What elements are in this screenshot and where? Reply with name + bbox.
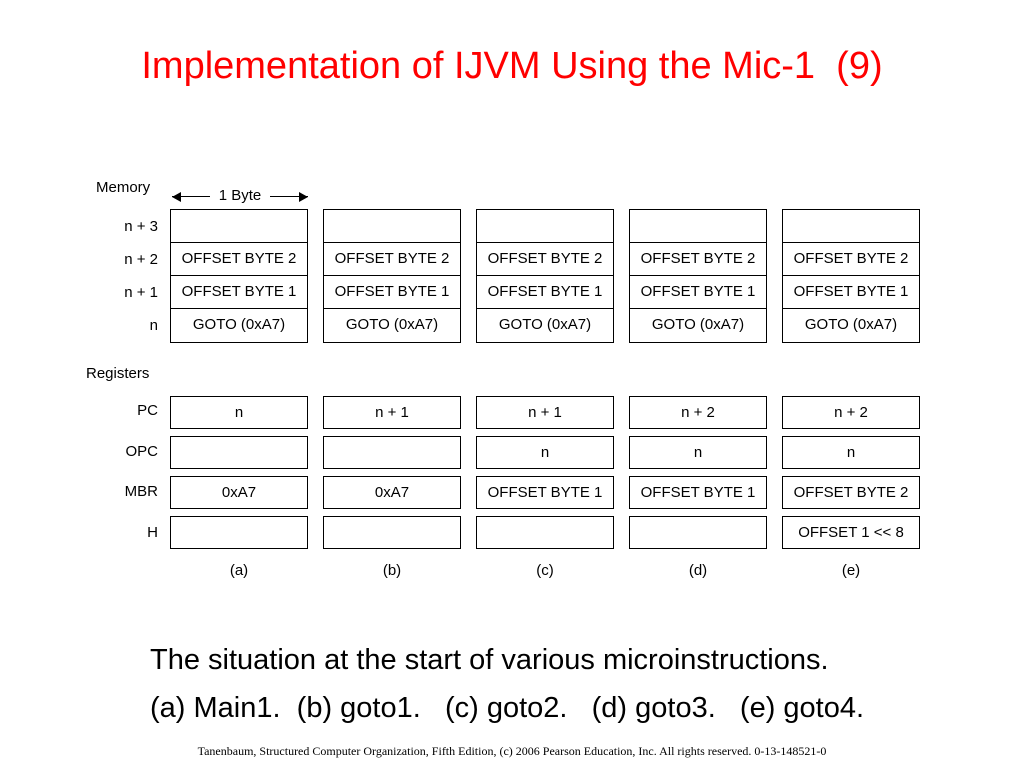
caption-line-2: (a) Main1. (b) goto1. (c) goto2. (d) goto3. (e) goto4.: [150, 692, 865, 724]
byte-label: 1 Byte: [218, 187, 262, 204]
register-cell: OFFSET 1 << 8: [782, 516, 920, 549]
memory-row-label: n: [149, 317, 158, 334]
memory-cell: [171, 210, 307, 243]
memory-stack-e: [782, 209, 920, 343]
memory-cell: OFFSET BYTE 2: [324, 243, 460, 276]
arrow-right-icon: [299, 192, 308, 202]
memory-cell: [324, 210, 460, 243]
register-cell: 0xA7: [170, 476, 308, 509]
memory-stack-b: [323, 209, 461, 343]
memory-cell: [630, 210, 766, 243]
register-cell: n + 1: [323, 396, 461, 429]
memory-cell: OFFSET BYTE 2: [477, 243, 613, 276]
copyright-footer: Tanenbaum, Structured Computer Organization, Fifth Edition, (c) 2006 Pearson Education, Inc. All rights reserved. 0-13-148521-0: [197, 744, 827, 758]
register-cell: OFFSET BYTE 2: [782, 476, 920, 509]
memory-cell: OFFSET BYTE 1: [783, 276, 919, 309]
memory-cell: [783, 210, 919, 243]
register-cell: [170, 516, 308, 549]
memory-cell: OFFSET BYTE 2: [630, 243, 766, 276]
register-cell: n: [629, 436, 767, 469]
memory-stack-a: [170, 209, 308, 343]
column-label: (a): [229, 562, 249, 579]
register-cell: n: [476, 436, 614, 469]
memory-cell: OFFSET BYTE 1: [324, 276, 460, 309]
register-row-label: OPC: [125, 443, 158, 460]
register-cell: n + 2: [782, 396, 920, 429]
memory-cell: GOTO (0xA7): [498, 316, 592, 333]
memory-cell: GOTO (0xA7): [345, 316, 439, 333]
register-cell: n: [782, 436, 920, 469]
memory-stack-d: [629, 209, 767, 343]
register-cell: n + 1: [476, 396, 614, 429]
byte-width-arrow: [172, 186, 308, 206]
registers-label: Registers: [86, 365, 150, 382]
column-label: (e): [841, 562, 861, 579]
memory-row-label: n + 3: [124, 218, 158, 235]
memory-row-label: n + 2: [124, 251, 158, 268]
memory-cell: OFFSET BYTE 2: [783, 243, 919, 276]
memory-cell: GOTO (0xA7): [651, 316, 745, 333]
register-cell: OFFSET BYTE 1: [476, 476, 614, 509]
column-label: (d): [688, 562, 708, 579]
memory-cell: [477, 210, 613, 243]
register-row-label: MBR: [124, 483, 158, 500]
column-label: (b): [382, 562, 402, 579]
caption-line-1: The situation at the start of various microinstructions.: [150, 644, 829, 676]
slide-title: Implementation of IJVM Using the Mic-1 (9): [141, 45, 883, 87]
register-row-label: PC: [137, 402, 158, 419]
memory-row-label: n + 1: [124, 284, 158, 301]
register-cell: 0xA7: [323, 476, 461, 509]
register-cell: n: [170, 396, 308, 429]
register-cell: [629, 516, 767, 549]
memory-stack-c: [476, 209, 614, 343]
register-cell: OFFSET BYTE 1: [629, 476, 767, 509]
memory-cell: OFFSET BYTE 1: [477, 276, 613, 309]
register-cell: [323, 516, 461, 549]
memory-cell: OFFSET BYTE 1: [630, 276, 766, 309]
register-cell: [323, 436, 461, 469]
register-row-label: H: [147, 524, 158, 541]
register-cell: n + 2: [629, 396, 767, 429]
memory-label: Memory: [96, 179, 151, 196]
register-cell: [170, 436, 308, 469]
memory-cell: OFFSET BYTE 1: [171, 276, 307, 309]
memory-cell: GOTO (0xA7): [192, 316, 286, 333]
memory-cell: GOTO (0xA7): [804, 316, 898, 333]
memory-cell: OFFSET BYTE 2: [171, 243, 307, 276]
column-label: (c): [536, 562, 554, 579]
register-cell: [476, 516, 614, 549]
